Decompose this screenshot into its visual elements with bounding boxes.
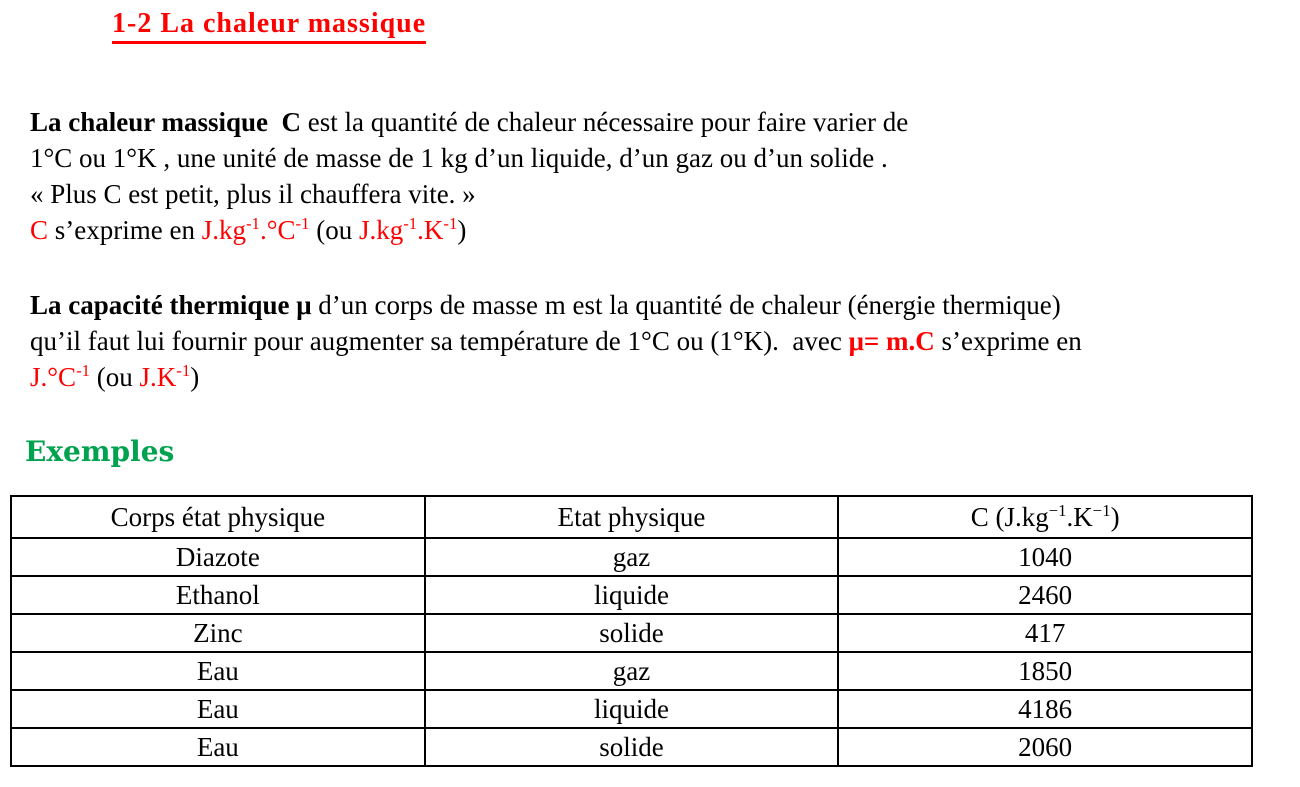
- table-body: [11, 538, 1252, 766]
- table-cell: liquide: [425, 690, 839, 728]
- table-cell: gaz: [425, 538, 839, 576]
- paragraph-chaleur-massique: [30, 104, 1300, 248]
- table-row: [11, 728, 1252, 766]
- examples-heading: Exemples: [25, 435, 175, 468]
- table-row: [11, 538, 1252, 576]
- table-cell: 2060: [838, 728, 1252, 766]
- column-header-corps: Corps état physique: [11, 496, 425, 538]
- text-line-7: $J.^\circ C^{-1}$ (ou $J.K^{-1}$): [30, 361, 200, 392]
- table-row: [11, 690, 1252, 728]
- section-title: 1-2 La chaleur massique: [112, 8, 426, 44]
- table-cell: 4186: [838, 690, 1252, 728]
- table-cell: Ethanol: [11, 576, 425, 614]
- table-cell: Eau: [11, 652, 425, 690]
- text-line-2: 1°C ou 1°K , une unité de masse de 1 kg d’un liquide, d’un gaz ou d’un solide .: [30, 143, 888, 173]
- table-cell: Eau: [11, 728, 425, 766]
- column-header-etat: Etat physique: [425, 496, 839, 538]
- table-row: [11, 652, 1252, 690]
- table-cell: gaz: [425, 652, 839, 690]
- text-line-6: qu’il faut lui fournir pour augmenter sa température de 1°C ou (1°K). avec μ= m.C s’exprime en: [30, 326, 1082, 356]
- specific-heat-table: [10, 495, 1253, 767]
- text-line-4: C s’exprime en $J.kg^{-1}.^\circ C^{-1}$ (ou $J.kg^{-1}.K^{-1}$): [30, 214, 467, 245]
- text-line-5: La capacité thermique μ d’un corps de masse m est la quantité de chaleur (énergie thermique): [30, 290, 1061, 320]
- table-row: [11, 614, 1252, 652]
- column-header-c-unit: C $(J.kg^{-1}.K^{-1})$: [838, 496, 1252, 538]
- table-cell: solide: [425, 614, 839, 652]
- table-row: [11, 576, 1252, 614]
- table-cell: 417: [838, 614, 1252, 652]
- table-cell: liquide: [425, 576, 839, 614]
- table-cell: Eau: [11, 690, 425, 728]
- table-header-row: [11, 496, 1252, 538]
- text-line-1: La chaleur massique C est la quantité de chaleur nécessaire pour faire varier de: [30, 107, 909, 137]
- table-cell: 1040: [838, 538, 1252, 576]
- table-cell: Zinc: [11, 614, 425, 652]
- table-cell: Diazote: [11, 538, 425, 576]
- table-cell: 1850: [838, 652, 1252, 690]
- text-line-3: « Plus C est petit, plus il chauffera vite. »: [30, 179, 476, 209]
- table-cell: 2460: [838, 576, 1252, 614]
- table-cell: solide: [425, 728, 839, 766]
- paragraph-capacite-thermique: [30, 287, 1300, 395]
